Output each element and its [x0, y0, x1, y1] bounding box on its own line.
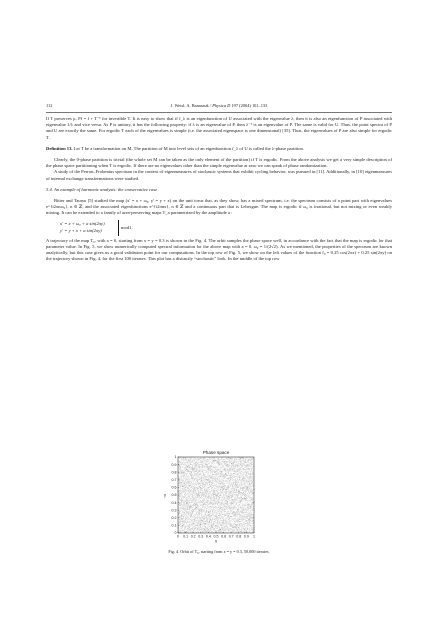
equation-line-2: y′ = y + x + a sin(2πy)	[60, 227, 102, 233]
x-tick-label: 0.3	[198, 534, 204, 539]
x-tick-label: 0.9	[243, 534, 249, 539]
header-journal-name: Physica D	[212, 103, 231, 108]
x-tick-label: 0.5	[213, 534, 219, 539]
paragraph: If T preserves μ, Pf = f ∘ T⁻¹ for invertible T. It is easy to show that if f_λ is an eigenfunction of U associated with the eigenvalue λ, then it is also an eigenfunction of P associated with eigenvalue 1/λ and vice versa. As P is unitary, it has the following property: if λ is an eigenvalue of P, then λ⁻¹ is an eigenvalue of P. The same is valid for U. Thus, the point spectra of P and U are exactly the same. For ergodic T each of the eigenvalues is simple (i.e. the associated eigenspace is one dimensional) [35]. Thus, the eigenvalues of P are also simple for ergodic T.	[46, 116, 392, 140]
x-tick-label: 0.1	[183, 534, 189, 539]
phase-space-chart	[116, 447, 316, 547]
y-tick-label: 0.4	[171, 500, 177, 505]
y-tick-label: 0.7	[171, 478, 177, 482]
equation	[60, 220, 392, 238]
y-tick-label: 0.5	[171, 493, 177, 498]
y-tick-label: 0.9	[171, 462, 177, 467]
orbit-points	[178, 457, 254, 533]
y-axis-label: y	[163, 492, 167, 498]
section-title: An example of harmonic analysis: the conservative case	[53, 186, 158, 192]
paragraph: A trajectory of the map T₀, with a = 0, starting from x = y = 0.3 is shown in the Fig. 4. The orbit samples the phase space well, in accordance with the fact that the map is ergodic for that parameter value. In Fig. 5, we show numerically computed spectral information for the above map with a = 0, ω₀ = 1/(2√2). As we mentioned, the properties of the spectrum are known analytically, but this case gives us a good validation point for our computations. In the top row of Fig. 5, we show on the left values of the function f₀ = 0.25 cos(2πx) + 0.25 sin(2πy) on the trajectory shown in Fig. 4, for the first 100 iterates. This plot has a distinctly “stochastic” look. In the middle of the top row	[46, 237, 392, 262]
page-number: 112	[46, 103, 53, 108]
y-tick-label: 0.1	[171, 523, 177, 528]
x-tick-label: 0.6	[221, 534, 227, 539]
x-tick-label: 0	[177, 534, 179, 539]
y-tick-label: 0.6	[171, 485, 177, 490]
y-tick-label: 0	[174, 531, 177, 536]
chart-title: Phase space	[202, 450, 230, 455]
x-tick-label: 1	[253, 534, 255, 539]
paragraph: A study of the Perron–Frobenius spectrum in the context of eigenmeasures of stochastic systems that exhibit cycling behavior, was pursued in [11]. Additionally, in [10] eigenmeasures of internal exchange transformations were studied.	[46, 169, 392, 181]
y-tick-label: 0.2	[171, 516, 177, 520]
equation-brace	[116, 220, 119, 236]
x-tick-label: 0.4	[205, 534, 211, 539]
x-tick-label: 0.7	[228, 534, 234, 539]
definition-label: Definition 13.	[46, 145, 73, 151]
x-axis-label: x	[214, 538, 218, 544]
caption-label: Fig. 4.	[168, 549, 180, 554]
section-number: 3.4.	[46, 186, 53, 192]
y-tick-label: 0.3	[171, 508, 177, 513]
journal-reference: J. Weisl, A. Banaszuk / Physica D 197 (2004) 101–133	[170, 103, 268, 108]
x-tick-label: 0.2	[190, 534, 196, 539]
x-tick-label: 0.8	[236, 534, 242, 539]
y-tick-label: 0.8	[171, 470, 177, 475]
caption-text: Orbit of T₀, starting from x = y = 0.3, 50,000 iterates.	[180, 549, 270, 554]
y-tick-label: 1	[174, 455, 177, 460]
header-rule	[46, 112, 392, 113]
body-text	[46, 116, 392, 262]
equation-mod: mod1.	[121, 224, 133, 230]
paragraph: Clearly, the 0-phase partition is trivial (the whole set M can be taken as the only element of the partition) if T is ergodic. From the above analysis we get a very simple description of the phase space partitioning when T is ergodic. If there are no eigenvalues other than the simple eigenvalue at zero we can speak of phase randomization.	[46, 157, 392, 169]
definition-text: Let T be a transformation on M. The partition of M into level sets of an eigenfunction f_λ of U is called the λ-phase partition.	[73, 145, 304, 151]
paragraph: Bitter and Taurus [5] studied the map (x′ = x + ω₀, y′ = y + x) on the unit torus that, as they show, has a mixed spectrum, i.e. the spectrum consists of a point part with eigenvalues e^{i2πnω₀}, n ∈ ℤ, and the associated eigenfunctions e^{i2πnx}, n ∈ ℤ and a continuous part that is Lebesgue. The map is ergodic if ω₀ is irrational, but not mixing or even weakly mixing. It can be extended to a family of area-preserving maps T_a parametrized by the amplitude a :	[46, 198, 392, 216]
figure-caption	[46, 549, 392, 554]
header-authors: J. Weisl, A. Banaszuk	[170, 103, 209, 108]
header-journal-ref: 197 (2004) 101–133	[231, 103, 268, 108]
figure-4	[116, 447, 316, 547]
equation-line-1: x′ = x + ω₀ + a sin(2πy)	[60, 220, 105, 226]
running-header	[46, 103, 392, 111]
